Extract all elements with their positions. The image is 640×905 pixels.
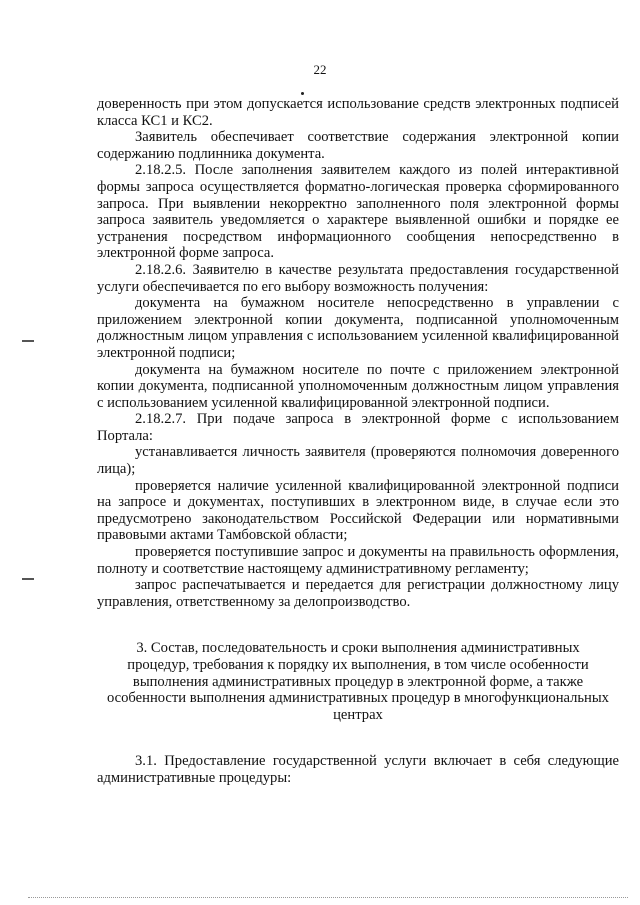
paragraph-2-18-2-6: 2.18.2.6. Заявителю в качестве результата предоставления государственной услуги обеспечивается по его выбору возможность получения: <box>97 261 619 295</box>
list-item: проверяется поступившие запрос и документы на правильность оформления, полноту и соответствие настоящему административному регламенту; <box>97 544 619 577</box>
paragraph: Заявитель обеспечивает соответствие содержания электронной копии содержанию подлинника документа. <box>97 129 619 162</box>
section-heading: 3. Состав, последовательность и сроки выполнения административных процедур, требования к порядку их выполнения, в том числе особенности выполнения административных процедур в электронной форме, а также особенности выполнения административных процедур в многофункциональных центрах <box>107 640 609 723</box>
list-item: проверяется наличие усиленной квалифицированной электронной подписи на запросе и документах, поступивших в электронном виде, в случае если это предусмотрено законодательством Российской Федерации или нормативными правовыми актами Тамбовской области; <box>97 477 619 544</box>
paragraph-continuation: доверенность при этом допускается использование средств электронных подписей класса КС1 и КС2. <box>97 96 619 129</box>
scan-edge-line <box>28 897 628 899</box>
margin-mark <box>22 578 34 580</box>
list-item: запрос распечатывается и передается для регистрации должностному лицу управления, ответственному за делопроизводство. <box>97 577 619 610</box>
paragraph-2-18-2-7: 2.18.2.7. При подаче запроса в электронной форме с использованием Портала: <box>97 411 619 444</box>
paragraph-3-1: 3.1. Предоставление государственной услуги включает в себя следующие административные процедуры: <box>97 753 619 786</box>
margin-mark <box>22 340 34 342</box>
list-item: документа на бумажном носителе непосредственно в управлении с приложением электронной копии документа, подписанной уполномоченным должностным лицом управления с использованием усиленной квалифицированной электронной подписи; <box>97 295 619 361</box>
page-number: 22 <box>313 62 327 77</box>
paragraph-2-18-2-5: 2.18.2.5. После заполнения заявителем каждого из полей интерактивной формы запроса осуществляется форматно-логическая проверка сформированного запроса. При выявлении некорректно заполненного поля электронной формы запроса заявитель уведомляется о характере выявленной ошибки и порядке ее устранения посредством информационного сообщения непосредственно в электронной форме запроса. <box>97 162 619 262</box>
list-item: устанавливается личность заявителя (проверяются полномочия доверенного лица); <box>97 444 619 478</box>
document-body <box>97 96 619 787</box>
scan-speck <box>301 92 304 95</box>
list-item: документа на бумажном носителе по почте с приложением электронной копии документа, подписанной уполномоченным должностным лицом управления с использованием усиленной квалифицированной электронной подписи. <box>97 361 619 411</box>
